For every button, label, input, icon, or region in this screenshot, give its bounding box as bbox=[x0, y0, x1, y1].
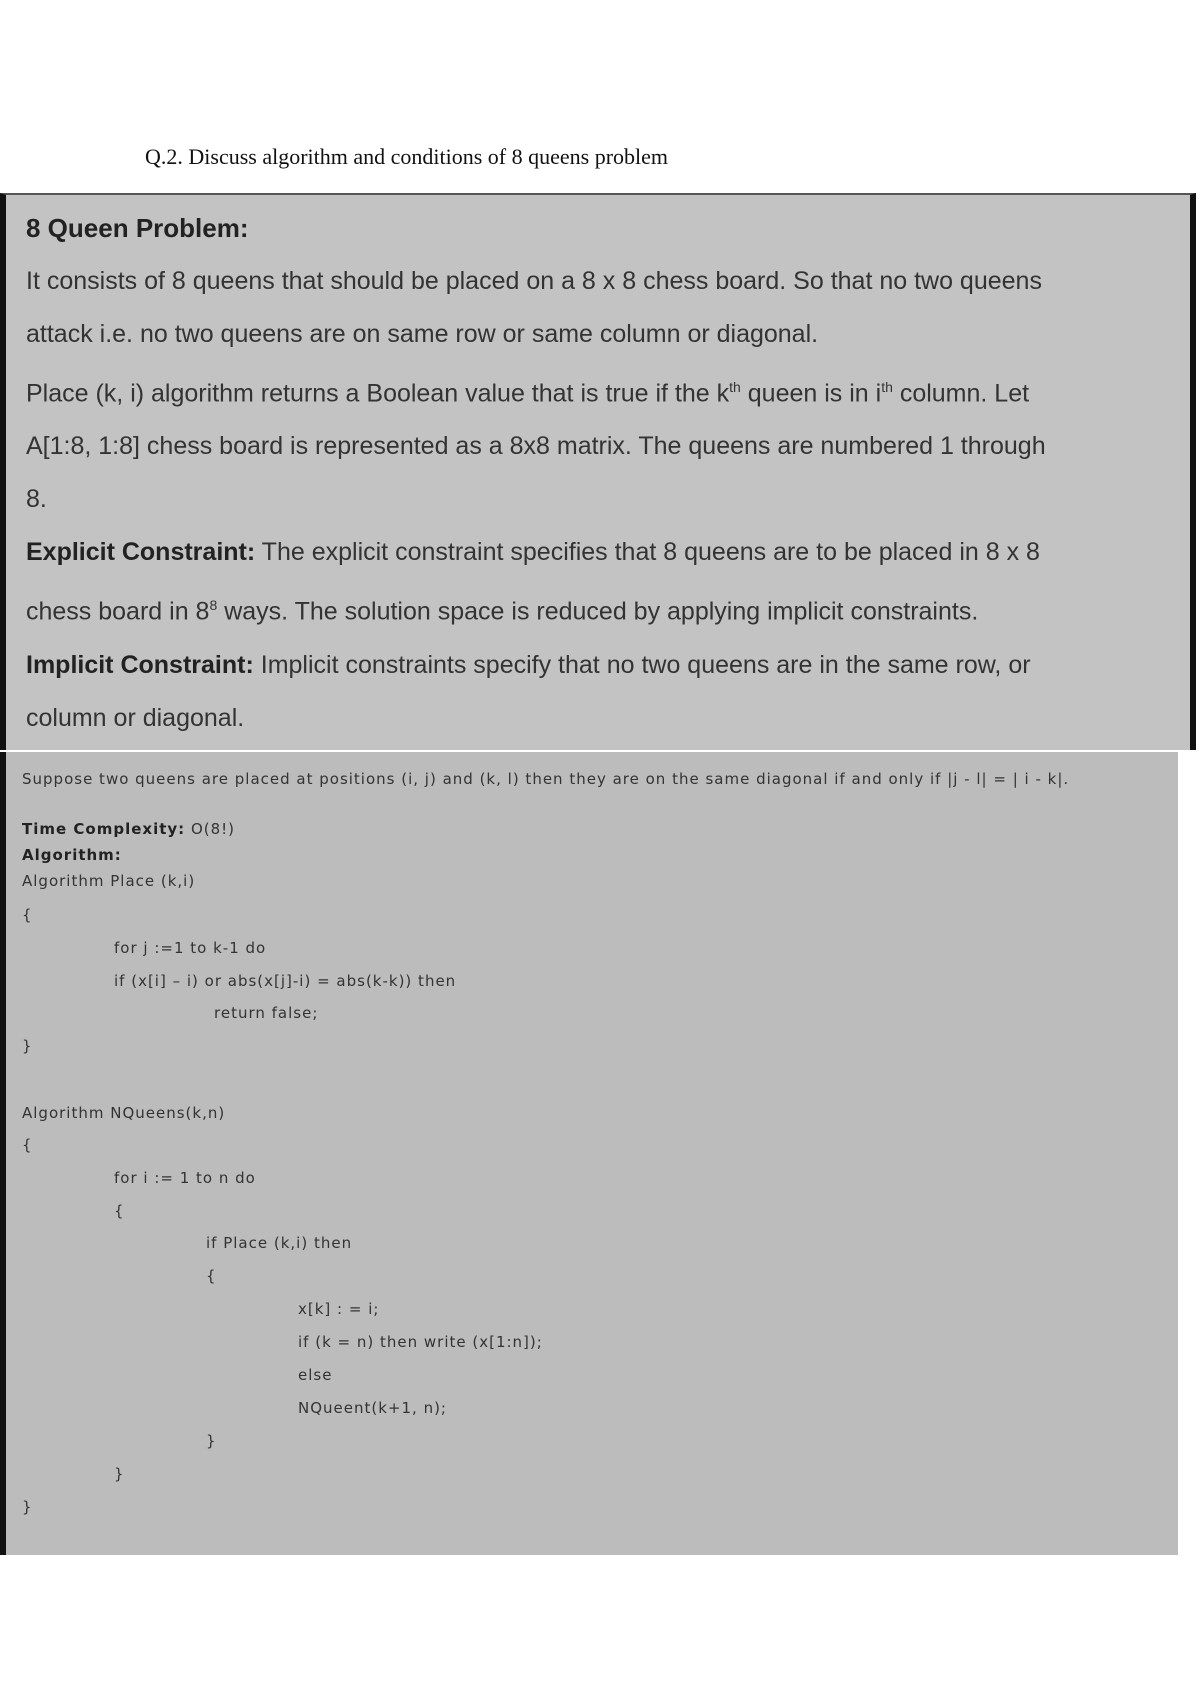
code-line: x[k] : = i; bbox=[298, 1300, 380, 1318]
question-title: Q.2. Discuss algorithm and conditions of 8 queens problem bbox=[145, 144, 669, 169]
code-line: NQueent(k+1, n); bbox=[298, 1399, 447, 1417]
code-line: if (x[i] – i) or abs(x[j]-i) = abs(k-k)) then bbox=[114, 972, 457, 990]
definition-paragraph bbox=[26, 255, 1176, 745]
time-value: O(8!) bbox=[185, 820, 236, 838]
place-header: Algorithm Place (k,i) bbox=[22, 872, 196, 890]
time-label: Time Complexity: bbox=[22, 820, 186, 838]
explicit-label: Explicit Constraint: bbox=[26, 538, 256, 567]
text-span: queen is in i bbox=[740, 379, 882, 408]
text-span: column. Let bbox=[892, 379, 1030, 408]
brace-close: } bbox=[206, 1432, 217, 1450]
time-complexity bbox=[22, 820, 235, 838]
nqueens-header: Algorithm NQueens(k,n) bbox=[22, 1104, 226, 1122]
text-line bbox=[26, 579, 1176, 638]
text-line: It consists of 8 queens that should be placed on a 8 x 8 chess board. So that no two queens bbox=[26, 267, 1042, 295]
code-line: return false; bbox=[214, 1004, 319, 1022]
algorithm-box bbox=[0, 752, 1178, 1555]
implicit-constraint bbox=[26, 639, 1176, 692]
section-heading: 8 Queen Problem: bbox=[26, 213, 249, 243]
text-span: ways. The solution space is reduced by applying implicit constraints. bbox=[217, 597, 979, 626]
text-line bbox=[26, 361, 1176, 420]
implicit-label: Implicit Constraint: bbox=[26, 650, 254, 679]
text-span: Implicit constraints specify that no two queens are in the same row, or bbox=[253, 650, 1031, 679]
explicit-constraint bbox=[26, 526, 1176, 579]
definition-box bbox=[0, 193, 1196, 750]
superscript: 8 bbox=[209, 597, 218, 614]
text-line: attack i.e. no two queens are on same row or same column or diagonal. bbox=[26, 320, 819, 348]
code-line: if (k = n) then write (x[1:n]); bbox=[298, 1333, 543, 1351]
code-line: for i := 1 to n do bbox=[114, 1169, 256, 1187]
text-span: The explicit constraint specifies that 8 queens are to be placed in 8 x 8 bbox=[255, 538, 1040, 567]
brace-open: { bbox=[206, 1267, 217, 1285]
brace-open: { bbox=[22, 1136, 33, 1154]
brace-close: } bbox=[114, 1465, 125, 1483]
brace-close: } bbox=[22, 1037, 33, 1055]
brace-open: { bbox=[114, 1202, 125, 1220]
brace-close: } bbox=[22, 1498, 33, 1516]
code-line: for j :=1 to k-1 do bbox=[114, 939, 267, 957]
diagonal-condition: Suppose two queens are placed at positions (i, j) and (k, l) then they are on the same diagonal if and only if |j - l| = | i - k|. bbox=[22, 770, 1070, 788]
superscript: th bbox=[729, 379, 741, 395]
text-line: 8. bbox=[26, 485, 47, 514]
brace-open: { bbox=[22, 906, 33, 924]
algorithm-label: Algorithm: bbox=[22, 846, 122, 864]
superscript: th bbox=[881, 379, 893, 395]
text-span: chess board in 8 bbox=[26, 597, 210, 626]
code-line: else bbox=[298, 1366, 333, 1384]
text-span: Place (k, i) algorithm returns a Boolean value that is true if the k bbox=[26, 379, 730, 408]
code-line: if Place (k,i) then bbox=[206, 1234, 353, 1252]
text-line: A[1:8, 1:8] chess board is represented as a 8x8 matrix. The queens are numbered 1 through bbox=[26, 432, 1046, 461]
text-line: column or diagonal. bbox=[26, 703, 245, 732]
